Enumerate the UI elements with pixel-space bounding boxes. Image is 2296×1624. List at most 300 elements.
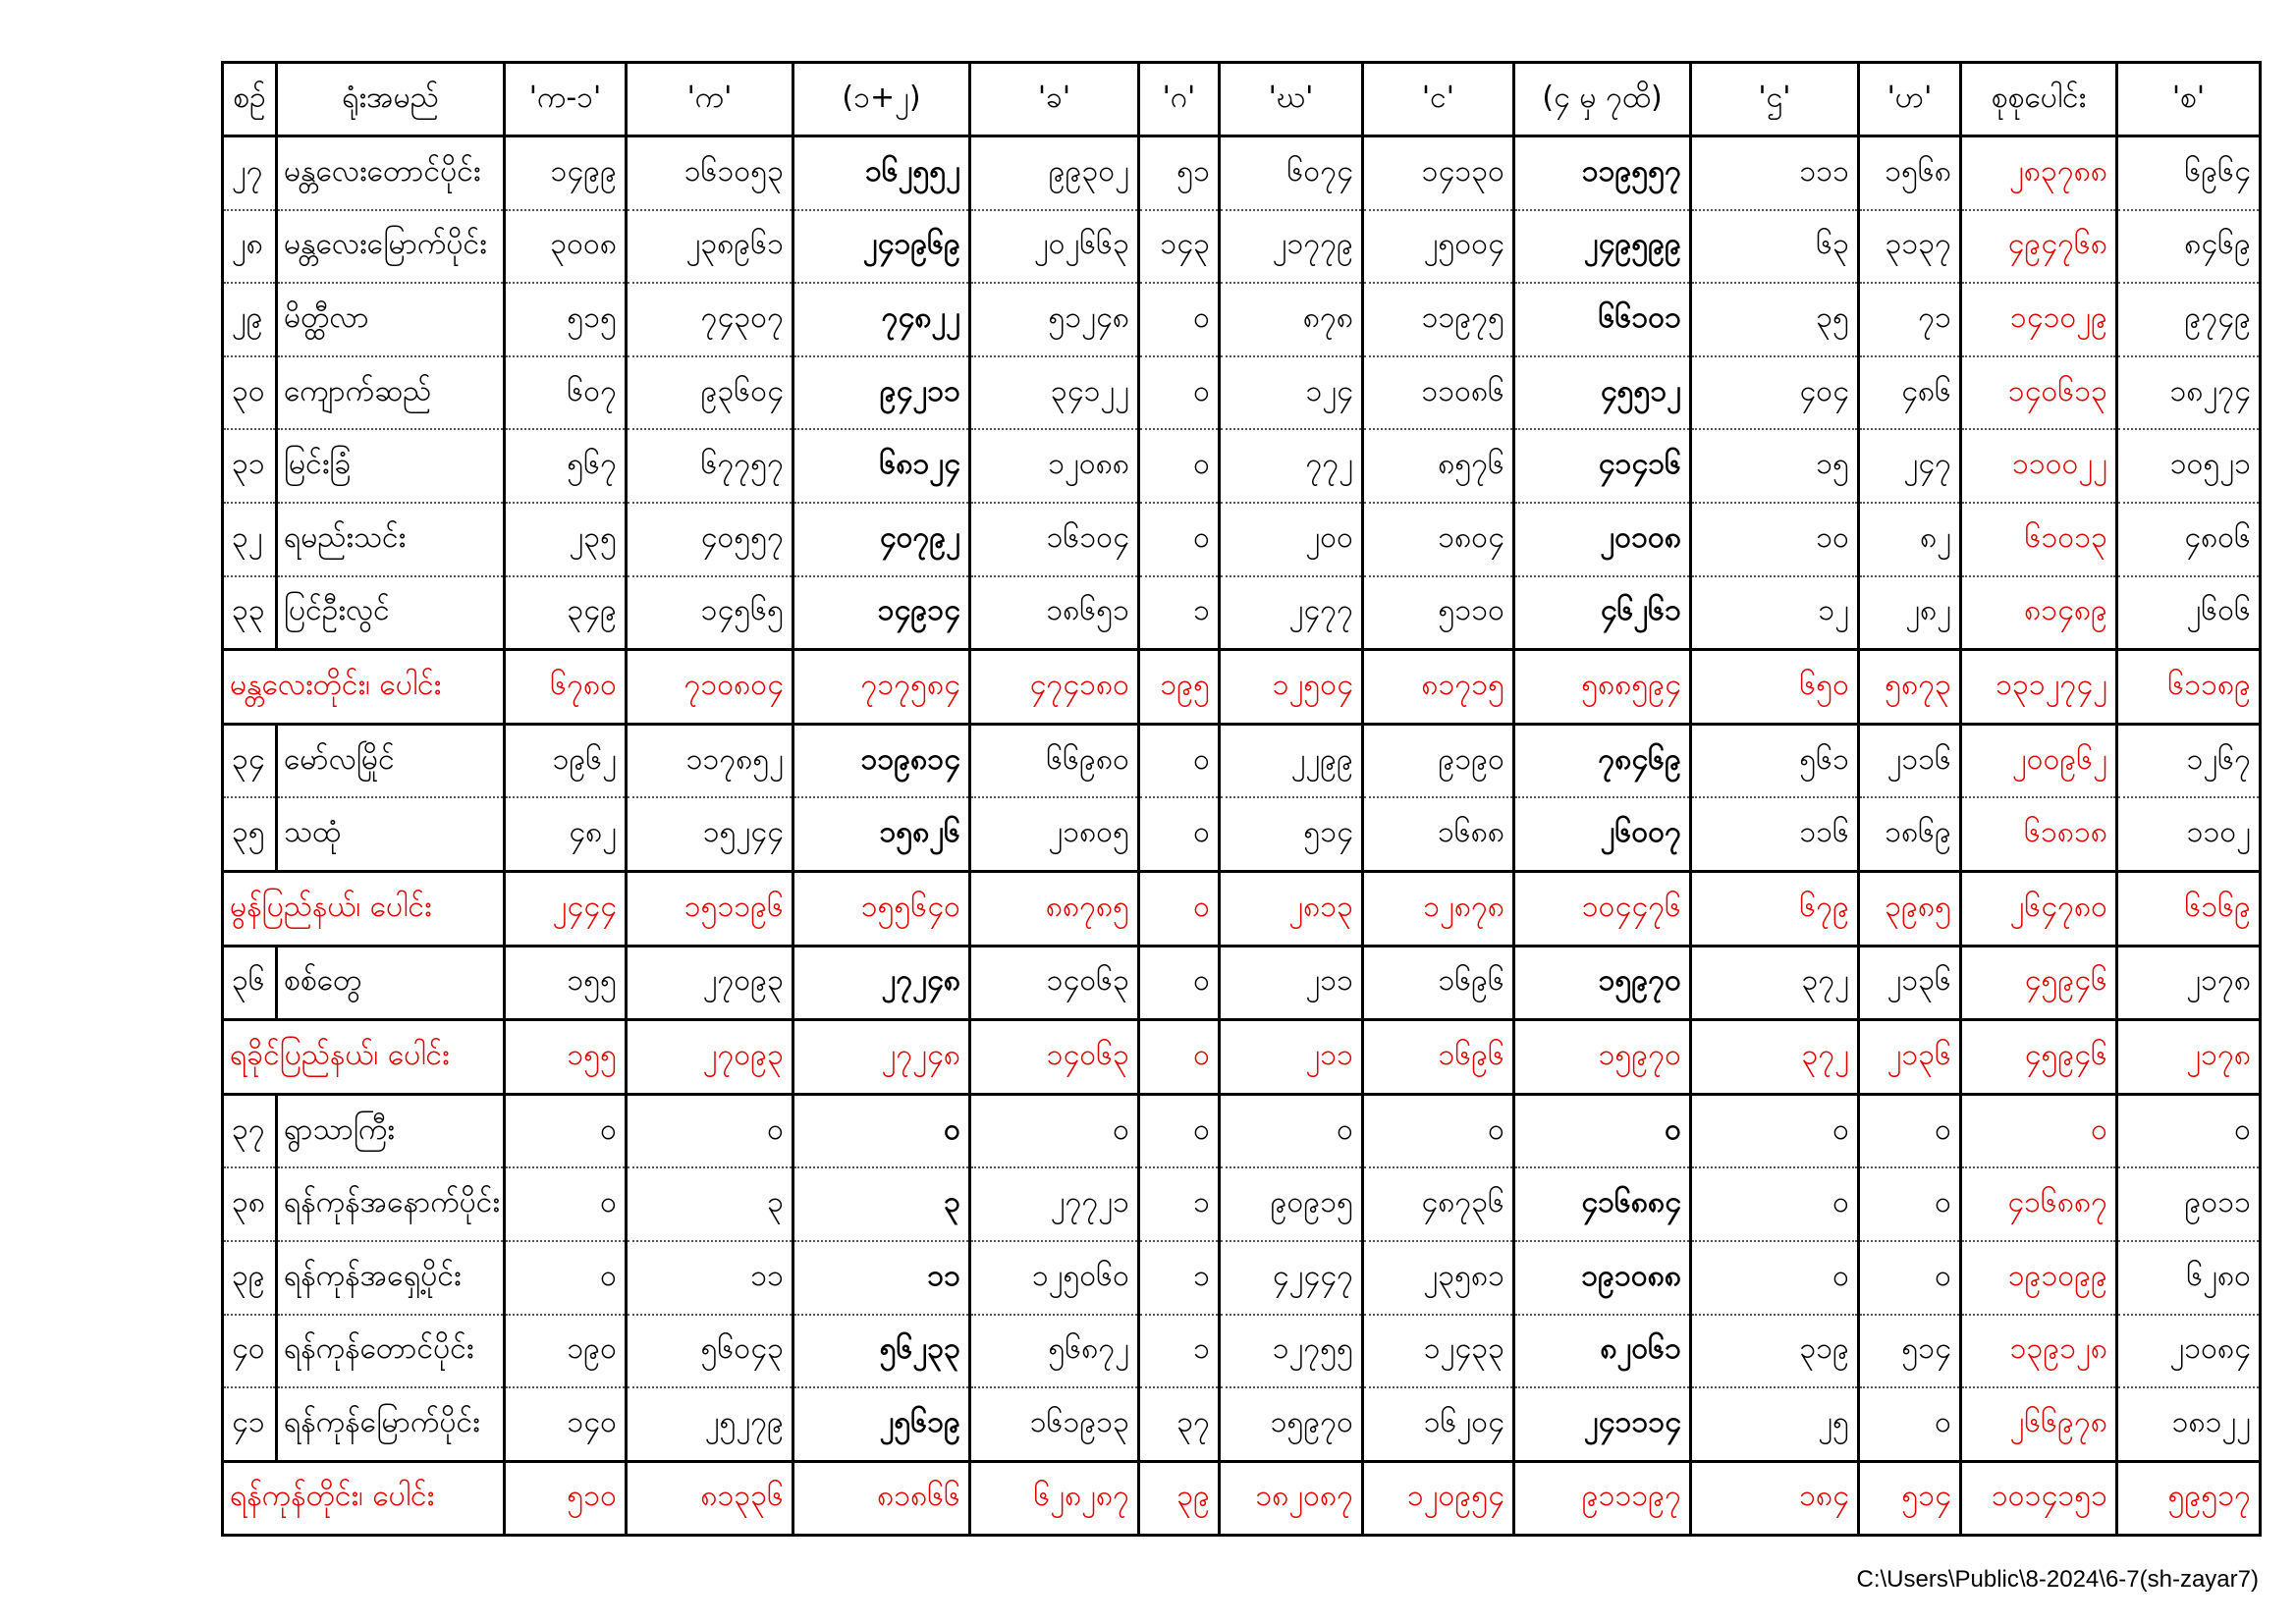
- subtotal-value-cell: ၀: [1139, 1020, 1220, 1095]
- value-cell: ၁၈၆၉: [1859, 797, 1961, 871]
- value-cell: ၁၁: [793, 1241, 970, 1315]
- value-cell: ၇၄၃၀၇: [627, 283, 793, 356]
- value-cell: ၁၄၉၁၄: [793, 576, 970, 650]
- value-cell: ၀: [627, 1094, 793, 1167]
- row-number-cell: ၃၇: [223, 1094, 277, 1167]
- row-number-cell: ၃၀: [223, 356, 277, 430]
- value-cell: ၁၈၆၅၁: [970, 576, 1139, 650]
- row-number-cell: ၃၅: [223, 797, 277, 871]
- subtotal-value-cell: ၆၇၉: [1691, 871, 1859, 946]
- value-cell: ၀: [1691, 1094, 1859, 1167]
- value-cell: ၁၂၆၇: [2117, 724, 2261, 797]
- column-header: 'က': [627, 63, 793, 136]
- value-cell: ၂၄၇: [1859, 429, 1961, 503]
- value-cell: ၁၂၇၅၅: [1220, 1315, 1363, 1388]
- value-cell: ၂၆၀၀၇: [1514, 797, 1691, 871]
- value-cell: ၂၄၇၇: [1220, 576, 1363, 650]
- subtotal-row: [223, 650, 2261, 725]
- table-body: [223, 136, 2261, 1536]
- subtotal-value-cell: ၃၇၂: [1691, 1020, 1859, 1095]
- header-row: [223, 63, 2261, 136]
- value-cell: ၂၆၀၆: [2117, 576, 2261, 650]
- table-row: [223, 1315, 2261, 1388]
- office-name-cell: မန္တလေးမြောက်ပိုင်း: [277, 210, 505, 284]
- value-cell: ၂၃၈၉၆၁: [627, 210, 793, 284]
- value-cell: ၀: [1691, 1241, 1859, 1315]
- summary-table: [221, 61, 2262, 1537]
- value-cell: ၃၁၉: [1691, 1315, 1859, 1388]
- table-row: [223, 1241, 2261, 1315]
- subtotal-row: [223, 1461, 2261, 1536]
- subtotal-value-cell: ၈၁၈၆၆: [793, 1461, 970, 1536]
- value-cell: ၁၁: [627, 1241, 793, 1315]
- value-cell: ၀: [2117, 1094, 2261, 1167]
- value-cell: ၃၇: [1139, 1387, 1220, 1461]
- office-name-cell: ကျောက်ဆည်: [277, 356, 505, 430]
- value-cell: ၅၆၁: [1691, 724, 1859, 797]
- value-cell: ၅၁၄: [1220, 797, 1363, 871]
- value-cell: ၅၁၁၀: [1363, 576, 1514, 650]
- subtotal-value-cell: ၂၈၁၃: [1220, 871, 1363, 946]
- value-cell: ၁၁၉၅၅၇: [1514, 136, 1691, 210]
- subtotal-value-cell: ၁၅၅: [505, 1020, 627, 1095]
- subtotal-value-cell: ၅၉၅၁၇: [2117, 1461, 2261, 1536]
- value-cell: ၄၁၆၈၈၇: [1961, 1167, 2117, 1241]
- value-cell: ၁၃၉၁၂၈: [1961, 1315, 2117, 1388]
- value-cell: ၄၀၄: [1691, 356, 1859, 430]
- value-cell: ၁၂၄: [1220, 356, 1363, 430]
- value-cell: ၀: [1139, 797, 1220, 871]
- value-cell: ၄၂၄၄၇: [1220, 1241, 1363, 1315]
- value-cell: ၆၃: [1691, 210, 1859, 284]
- value-cell: ၂၀၀၉၆၂: [1961, 724, 2117, 797]
- table-row: [223, 946, 2261, 1020]
- value-cell: ၁: [1139, 1167, 1220, 1241]
- value-cell: ၈၂၀၆၁: [1514, 1315, 1691, 1388]
- value-cell: ၂၇၀၉၃: [627, 946, 793, 1020]
- value-cell: ၈၂: [1859, 503, 1961, 576]
- office-name-cell: ရွာသာကြီး: [277, 1094, 505, 1167]
- subtotal-value-cell: ၈၁၇၁၅: [1363, 650, 1514, 725]
- value-cell: ၁၁၁: [1691, 136, 1859, 210]
- value-cell: ၂၇၂၄၈: [793, 946, 970, 1020]
- row-number-cell: ၃၂: [223, 503, 277, 576]
- table-row: [223, 576, 2261, 650]
- value-cell: ၁၄၉၉: [505, 136, 627, 210]
- subtotal-value-cell: ၁၂၈၇၈: [1363, 871, 1514, 946]
- value-cell: ၄၅၅၁၂: [1514, 356, 1691, 430]
- table-row: [223, 429, 2261, 503]
- value-cell: ၃၄၉: [505, 576, 627, 650]
- subtotal-value-cell: ၂၁၇၈: [2117, 1020, 2261, 1095]
- value-cell: ၁၆၁၀၅၃: [627, 136, 793, 210]
- subtotal-value-cell: ၁၃၁၂၇၄၂: [1961, 650, 2117, 725]
- subtotal-value-cell: ၂၁၁: [1220, 1020, 1363, 1095]
- column-header: (၁+၂): [793, 63, 970, 136]
- subtotal-value-cell: ၃၉: [1139, 1461, 1220, 1536]
- row-number-cell: ၃၈: [223, 1167, 277, 1241]
- row-number-cell: ၃၃: [223, 576, 277, 650]
- value-cell: ၁၀: [1691, 503, 1859, 576]
- value-cell: ၉၇၄၉: [2117, 283, 2261, 356]
- value-cell: ၈၄၆၉: [2117, 210, 2261, 284]
- value-cell: ၁၄၁၀၂၉: [1961, 283, 2117, 356]
- value-cell: ၅၁: [1139, 136, 1220, 210]
- value-cell: ၅၆၈၇၂: [970, 1315, 1139, 1388]
- value-cell: ၅၁၄: [1859, 1315, 1961, 1388]
- subtotal-row: [223, 1020, 2261, 1095]
- office-name-cell: သထုံ: [277, 797, 505, 871]
- value-cell: ၁၉၆၂: [505, 724, 627, 797]
- column-header: 'က-၁': [505, 63, 627, 136]
- subtotal-row: [223, 871, 2261, 946]
- office-name-cell: စစ်တွေ: [277, 946, 505, 1020]
- value-cell: ၁၄၀: [505, 1387, 627, 1461]
- value-cell: ၁၉၁၀၈၈: [1514, 1241, 1691, 1315]
- subtotal-value-cell: ၁၉၅: [1139, 650, 1220, 725]
- row-number-cell: ၃၉: [223, 1241, 277, 1315]
- subtotal-value-cell: ၆၅၀: [1691, 650, 1859, 725]
- value-cell: ၅၁၂၄၈: [970, 283, 1139, 356]
- column-header: 'စ': [2117, 63, 2261, 136]
- value-cell: ၂၁၇၈: [2117, 946, 2261, 1020]
- subtotal-value-cell: ၈၁၃၃၆: [627, 1461, 793, 1536]
- table-row: [223, 1167, 2261, 1241]
- data-sheet: [221, 61, 2259, 1537]
- value-cell: ၁၉၁၀၉၉: [1961, 1241, 2117, 1315]
- table-row: [223, 356, 2261, 430]
- value-cell: ၃: [793, 1167, 970, 1241]
- value-cell: ၉၀၁၁: [2117, 1167, 2261, 1241]
- subtotal-value-cell: ၁၅၅၆၄၀: [793, 871, 970, 946]
- value-cell: ၂၀၁၀၈: [1514, 503, 1691, 576]
- value-cell: ၁၁၉၇၅: [1363, 283, 1514, 356]
- office-name-cell: ရမည်းသင်း: [277, 503, 505, 576]
- value-cell: ၄၀၇၉၂: [793, 503, 970, 576]
- value-cell: ၁၈၀၄: [1363, 503, 1514, 576]
- column-header: 'ဂ': [1139, 63, 1220, 136]
- subtotal-value-cell: ၆၂၈၂၈၇: [970, 1461, 1139, 1536]
- office-name-cell: မော်လမြိုင်: [277, 724, 505, 797]
- table-row: [223, 724, 2261, 797]
- value-cell: ၁၄၅၆၅: [627, 576, 793, 650]
- subtotal-label: ရခိုင်ပြည်နယ်၊ ပေါင်း: [223, 1020, 505, 1095]
- value-cell: ၁၄၀၆၁၃: [1961, 356, 2117, 430]
- value-cell: ၀: [793, 1094, 970, 1167]
- row-number-cell: ၂၈: [223, 210, 277, 284]
- table-row: [223, 283, 2261, 356]
- value-cell: ၁၄၁၃၀: [1363, 136, 1514, 210]
- subtotal-value-cell: ၂၇၂၄၈: [793, 1020, 970, 1095]
- subtotal-value-cell: ၁၈၄: [1691, 1461, 1859, 1536]
- subtotal-value-cell: ၃၉၈၅: [1859, 871, 1961, 946]
- value-cell: ၂၆၆၉၇၈: [1961, 1387, 2117, 1461]
- value-cell: ၆၆၉၈၀: [970, 724, 1139, 797]
- value-cell: ၁၁၀၈၆: [1363, 356, 1514, 430]
- value-cell: ၁၆၁၉၁၃: [970, 1387, 1139, 1461]
- value-cell: ၀: [1139, 356, 1220, 430]
- subtotal-value-cell: ၅၈၇၃: [1859, 650, 1961, 725]
- subtotal-value-cell: ၁၅၉၇၀: [1514, 1020, 1691, 1095]
- subtotal-value-cell: ၁၂၀၉၅၄: [1363, 1461, 1514, 1536]
- value-cell: ၂၅: [1691, 1387, 1859, 1461]
- value-cell: ၆၁၈၁၈: [1961, 797, 2117, 871]
- value-cell: ၀: [1859, 1167, 1961, 1241]
- subtotal-value-cell: ၇၁၇၅၈၄: [793, 650, 970, 725]
- row-number-cell: ၂၉: [223, 283, 277, 356]
- row-number-cell: ၄၁: [223, 1387, 277, 1461]
- subtotal-value-cell: ၁၈၂၀၈၇: [1220, 1461, 1363, 1536]
- value-cell: ၉၀၉၁၅: [1220, 1167, 1363, 1241]
- value-cell: ၁၅၅: [505, 946, 627, 1020]
- value-cell: ၁၅၂၄၄: [627, 797, 793, 871]
- value-cell: ၉၉၃၀၂: [970, 136, 1139, 210]
- subtotal-label: မန္တလေးတိုင်း၊ ပေါင်း: [223, 650, 505, 725]
- column-header: 'င': [1363, 63, 1514, 136]
- subtotal-value-cell: ၈၈၇၈၅: [970, 871, 1139, 946]
- value-cell: ၂၅၂၇၉: [627, 1387, 793, 1461]
- value-cell: ၉၄၂၁၁: [793, 356, 970, 430]
- value-cell: ၁၄၃: [1139, 210, 1220, 284]
- value-cell: ၀: [1859, 1094, 1961, 1167]
- value-cell: ၁၆၉၆: [1363, 946, 1514, 1020]
- value-cell: ၃၇၂: [1691, 946, 1859, 1020]
- value-cell: ၀: [1363, 1094, 1514, 1167]
- value-cell: ၆၁၀၁၃: [1961, 503, 2117, 576]
- value-cell: ၁၂: [1691, 576, 1859, 650]
- subtotal-value-cell: ၁၂၅၀၄: [1220, 650, 1363, 725]
- value-cell: ၁၅၉၇၀: [1514, 946, 1691, 1020]
- value-cell: ၈၅၇၆: [1363, 429, 1514, 503]
- value-cell: ၀: [1139, 429, 1220, 503]
- value-cell: ၆၉၆၄: [2117, 136, 2261, 210]
- column-header: 'ဌ': [1691, 63, 1859, 136]
- office-name-cell: ပြင်ဦးလွင်: [277, 576, 505, 650]
- value-cell: ၀: [1139, 283, 1220, 356]
- subtotal-value-cell: ၄၇၄၁၈၀: [970, 650, 1139, 725]
- value-cell: ၇၈၄၆၉: [1514, 724, 1691, 797]
- subtotal-value-cell: ၂၇၀၉၃: [627, 1020, 793, 1095]
- value-cell: ၄၈၇၃၆: [1363, 1167, 1514, 1241]
- value-cell: ၂၃၅: [505, 503, 627, 576]
- value-cell: ၃၁၃၇: [1859, 210, 1961, 284]
- value-cell: ၂၁၈၀၅: [970, 797, 1139, 871]
- value-cell: ၈၁၄၈၉: [1961, 576, 2117, 650]
- table-row: [223, 503, 2261, 576]
- subtotal-value-cell: ၂၄၄၄: [505, 871, 627, 946]
- subtotal-value-cell: ၀: [1139, 871, 1220, 946]
- office-name-cell: မိတ္ထီလာ: [277, 283, 505, 356]
- column-header: 'ဃ': [1220, 63, 1363, 136]
- row-number-cell: ၃၄: [223, 724, 277, 797]
- subtotal-value-cell: ၁၆၉၆: [1363, 1020, 1514, 1095]
- value-cell: ၂၂၉၉: [1220, 724, 1363, 797]
- subtotal-value-cell: ၄၅၉၄၆: [1961, 1020, 2117, 1095]
- subtotal-value-cell: ၆၁၆၉: [2117, 871, 2261, 946]
- value-cell: ၃၄၁၂၂: [970, 356, 1139, 430]
- value-cell: ၁၆၁၀၄: [970, 503, 1139, 576]
- table-row: [223, 136, 2261, 210]
- value-cell: ၁၄၀၆၃: [970, 946, 1139, 1020]
- value-cell: ၈၇၈: [1220, 283, 1363, 356]
- value-cell: ၉၃၆၀၄: [627, 356, 793, 430]
- table-row: [223, 797, 2261, 871]
- value-cell: ၄၈၂: [505, 797, 627, 871]
- value-cell: ၁၈၂၇၄: [2117, 356, 2261, 430]
- value-cell: ၁၆၂၀၄: [1363, 1387, 1514, 1461]
- value-cell: ၄၅၉၄၆: [1961, 946, 2117, 1020]
- value-cell: ၄၈၀၆: [2117, 503, 2261, 576]
- value-cell: ၀: [1691, 1167, 1859, 1241]
- value-cell: ၆၀၇၄: [1220, 136, 1363, 210]
- subtotal-value-cell: ၉၁၁၁၉၇: [1514, 1461, 1691, 1536]
- value-cell: ၀: [505, 1241, 627, 1315]
- value-cell: ၀: [970, 1094, 1139, 1167]
- value-cell: ၂၀၀: [1220, 503, 1363, 576]
- value-cell: ၁: [1139, 1315, 1220, 1388]
- value-cell: ၉၁၉၀: [1363, 724, 1514, 797]
- row-number-cell: ၃၆: [223, 946, 277, 1020]
- subtotal-value-cell: ၂၆၄၇၈၀: [1961, 871, 2117, 946]
- value-cell: ၂၁၀၈၄: [2117, 1315, 2261, 1388]
- value-cell: ၇၄၈၂၂: [793, 283, 970, 356]
- subtotal-value-cell: ၆၁၁၈၉: [2117, 650, 2261, 725]
- value-cell: ၁၀၅၂၁: [2117, 429, 2261, 503]
- value-cell: ၆၈၁၂၄: [793, 429, 970, 503]
- value-cell: ၁၁၀၂: [2117, 797, 2261, 871]
- value-cell: ၃၀၀၈: [505, 210, 627, 284]
- value-cell: ၆၂၈၀: [2117, 1241, 2261, 1315]
- value-cell: ၁၅: [1691, 429, 1859, 503]
- value-cell: ၂၃၅၈၁: [1363, 1241, 1514, 1315]
- row-number-cell: ၄၀: [223, 1315, 277, 1388]
- value-cell: ၁: [1139, 1241, 1220, 1315]
- value-cell: ၁၁၉၈၁၄: [793, 724, 970, 797]
- subtotal-value-cell: ၁၀၄၄၇၆: [1514, 871, 1691, 946]
- value-cell: ၀: [1859, 1241, 1961, 1315]
- subtotal-value-cell: ၆၇၈၀: [505, 650, 627, 725]
- column-header: (၄ မှ ၇ထိ): [1514, 63, 1691, 136]
- subtotal-value-cell: ၇၁၀၈၀၄: [627, 650, 793, 725]
- value-cell: ၁၈၁၂၂: [2117, 1387, 2261, 1461]
- row-number-cell: ၃၁: [223, 429, 277, 503]
- subtotal-value-cell: ၅၁၀: [505, 1461, 627, 1536]
- value-cell: ၇၇၂: [1220, 429, 1363, 503]
- value-cell: ၀: [1220, 1094, 1363, 1167]
- column-header: ရုံးအမည်: [277, 63, 505, 136]
- value-cell: ၄၁၆၈၈၄: [1514, 1167, 1691, 1241]
- value-cell: ၂၀၂၆၆၃: [970, 210, 1139, 284]
- subtotal-value-cell: ၁၅၁၁၉၆: [627, 871, 793, 946]
- value-cell: ၀: [505, 1167, 627, 1241]
- office-name-cell: ရန်ကုန်မြောက်ပိုင်း: [277, 1387, 505, 1461]
- column-header: 'ခ': [970, 63, 1139, 136]
- value-cell: ၀: [1139, 724, 1220, 797]
- value-cell: ၅၆၀၄၃: [627, 1315, 793, 1388]
- value-cell: ၇၁: [1859, 283, 1961, 356]
- value-cell: ၆၆၁၀၁: [1514, 283, 1691, 356]
- value-cell: ၁၂၀၈၈: [970, 429, 1139, 503]
- subtotal-label: ရန်ကုန်တိုင်း၊ ပေါင်း: [223, 1461, 505, 1536]
- subtotal-value-cell: ၅၁၄: [1859, 1461, 1961, 1536]
- value-cell: ၂၁၁၆: [1859, 724, 1961, 797]
- value-cell: ၁၉၀: [505, 1315, 627, 1388]
- subtotal-value-cell: ၁၀၁၄၁၅၁: [1961, 1461, 2117, 1536]
- value-cell: ၁၅၉၇၀: [1220, 1387, 1363, 1461]
- value-cell: ၁၁၀၀၂၂: [1961, 429, 2117, 503]
- value-cell: ၅၆၇: [505, 429, 627, 503]
- row-number-cell: ၂၇: [223, 136, 277, 210]
- value-cell: ၁၆၈၈: [1363, 797, 1514, 871]
- value-cell: ၂၁၇၇၉: [1220, 210, 1363, 284]
- value-cell: ၅၁၅: [505, 283, 627, 356]
- value-cell: ၀: [505, 1094, 627, 1167]
- value-cell: ၂၈၂: [1859, 576, 1961, 650]
- value-cell: ၀: [1859, 1387, 1961, 1461]
- value-cell: ၁၁၇၈၅၂: [627, 724, 793, 797]
- value-cell: ၂၄၁၉၆၉: [793, 210, 970, 284]
- value-cell: ၄၉၄၇၆၈: [1961, 210, 2117, 284]
- subtotal-value-cell: ၂၁၃၆: [1859, 1020, 1961, 1095]
- value-cell: ၆၇၇၅၇: [627, 429, 793, 503]
- office-name-cell: ရန်ကုန်တောင်ပိုင်း: [277, 1315, 505, 1388]
- column-header: စုစုပေါင်း: [1961, 63, 2117, 136]
- value-cell: ၂၈၃၇၈၈: [1961, 136, 2117, 210]
- subtotal-value-cell: ၅၈၈၅၉၄: [1514, 650, 1691, 725]
- value-cell: ၂၁၃၆: [1859, 946, 1961, 1020]
- value-cell: ၆၀၇: [505, 356, 627, 430]
- value-cell: ၁၂၅၀၆၀: [970, 1241, 1139, 1315]
- value-cell: ၄၀၅၅၇: [627, 503, 793, 576]
- value-cell: ၂၅၀၀၄: [1363, 210, 1514, 284]
- value-cell: ၀: [1961, 1094, 2117, 1167]
- value-cell: ၂၄၁၁၁၄: [1514, 1387, 1691, 1461]
- table-row: [223, 1387, 2261, 1461]
- column-header: 'ဟ': [1859, 63, 1961, 136]
- office-name-cell: ရန်ကုန်အရှေ့ပိုင်း: [277, 1241, 505, 1315]
- office-name-cell: ရန်ကုန်အနောက်ပိုင်း: [277, 1167, 505, 1241]
- subtotal-value-cell: ၁၄၀၆၃: [970, 1020, 1139, 1095]
- office-name-cell: မြင်းခြံ: [277, 429, 505, 503]
- value-cell: ၁၅၈၂၆: [793, 797, 970, 871]
- value-cell: ၁၆၂၅၅၂: [793, 136, 970, 210]
- value-cell: ၄၈၆: [1859, 356, 1961, 430]
- value-cell: ၃၅: [1691, 283, 1859, 356]
- value-cell: ၂၄၉၅၉၉: [1514, 210, 1691, 284]
- value-cell: ၀: [1139, 503, 1220, 576]
- value-cell: ၁၅၆၈: [1859, 136, 1961, 210]
- value-cell: ၅၆၂၃၃: [793, 1315, 970, 1388]
- value-cell: ၃: [627, 1167, 793, 1241]
- value-cell: ၁၁၆: [1691, 797, 1859, 871]
- value-cell: ၂၁၁: [1220, 946, 1363, 1020]
- value-cell: ၄၁၄၁၆: [1514, 429, 1691, 503]
- value-cell: ၀: [1514, 1094, 1691, 1167]
- value-cell: ၀: [1139, 946, 1220, 1020]
- value-cell: ၄၆၂၆၁: [1514, 576, 1691, 650]
- table-row: [223, 210, 2261, 284]
- column-header: စဉ်: [223, 63, 277, 136]
- value-cell: ၀: [1139, 1094, 1220, 1167]
- subtotal-label: မွန်ပြည်နယ်၊ ပေါင်း: [223, 871, 505, 946]
- value-cell: ၂၇၇၂၁: [970, 1167, 1139, 1241]
- value-cell: ၁၂၄၃၃: [1363, 1315, 1514, 1388]
- table-row: [223, 1094, 2261, 1167]
- value-cell: ၁: [1139, 576, 1220, 650]
- file-path-label: C:\Users\Public\8-2024\6-7(sh-zayar7): [1856, 1566, 2259, 1593]
- value-cell: ၂၅၆၁၉: [793, 1387, 970, 1461]
- office-name-cell: မန္တလေးတောင်ပိုင်း: [277, 136, 505, 210]
